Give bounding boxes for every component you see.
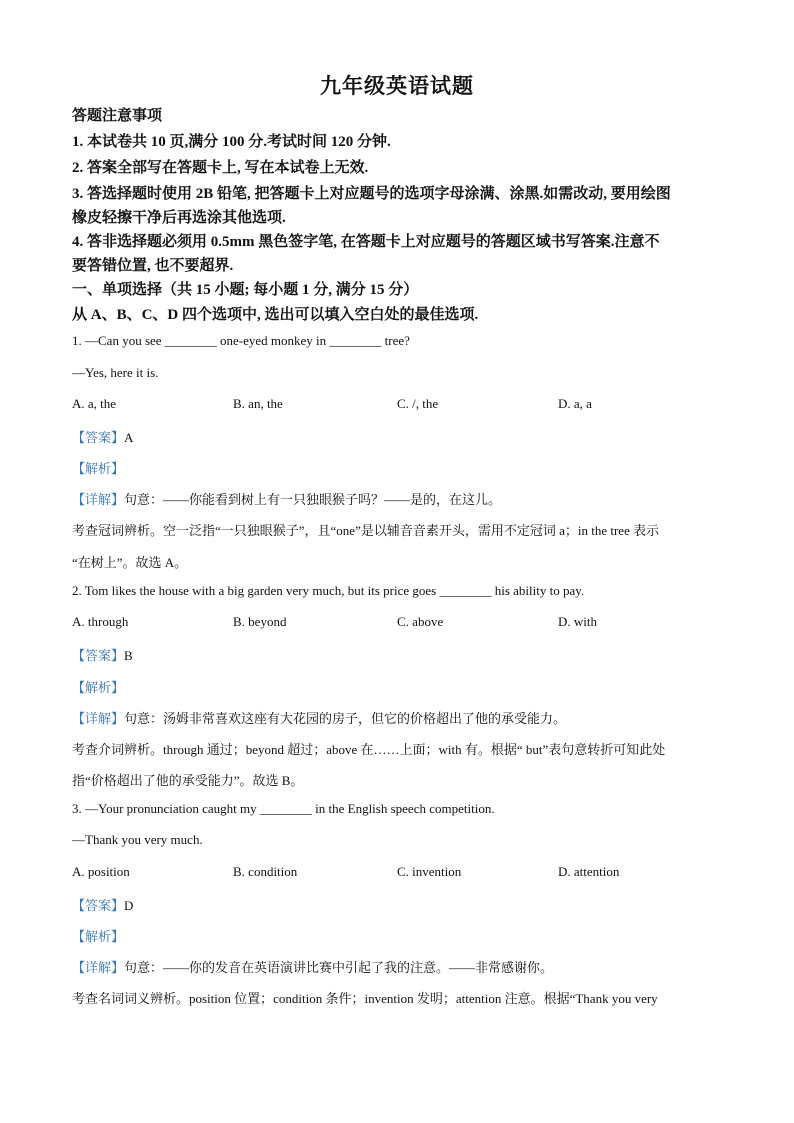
option-d: D. a, a: [558, 396, 592, 411]
section-instruction: 从 A、B、C、D 四个选项中, 选出可以填入空白处的最佳选项.: [72, 307, 479, 323]
option-d: D. with: [558, 614, 597, 629]
option-c: C. above: [397, 614, 444, 629]
detail-text: 考查冠词辨析。空一泛指“一只独眼猴子”，且“one”是以辅音音素开头，需用不定冠词 a；in the tree 表示: [72, 523, 660, 538]
detail-text: 考查介词辨析。through 通过；beyond 超过；above 在……上面；with 有。根据“ but”表句意转折可知此处: [72, 742, 666, 757]
detail-text: 指“价格超出了他的承受能力”。故选 B。: [72, 773, 304, 788]
notice-item: 2. 答案全部写在答题卡上, 写在本试卷上无效.: [72, 160, 369, 176]
answer-tag: 【答案】: [72, 898, 125, 913]
option-d: D. attention: [558, 864, 620, 879]
detail-tag: 【详解】: [72, 960, 125, 975]
notice-item: 1. 本试卷共 10 页,满分 100 分.考试时间 120 分钟.: [72, 134, 391, 150]
detail-text: “在树上”。故选 A。: [72, 555, 188, 570]
option-c: C. invention: [397, 864, 462, 879]
detail-text: 句意：——你能看到树上有一只独眼猴子吗？——是的，在这儿。: [124, 492, 502, 507]
answer-line: [72, 895, 133, 914]
page-title: 九年级英语试题: [320, 74, 474, 98]
notice-heading: 答题注意事项: [72, 108, 163, 124]
question-stem: 1. —Can you see ________ one-eyed monkey in ________ tree?: [72, 333, 410, 348]
notice-item: 4. 答非选择题必须用 0.5mm 黑色签字笔, 在答题卡上对应题号的答题区域书写答案.注意不: [72, 234, 660, 250]
analysis-tag: 【解析】: [72, 461, 125, 476]
option-b: B. condition: [233, 864, 298, 879]
option-a: A. through: [72, 614, 129, 629]
answer-value: A: [124, 430, 134, 445]
detail-tag: 【详解】: [72, 492, 125, 507]
section-title: 一、单项选择（共 15 小题; 每小题 1 分, 满分 15 分）: [72, 282, 419, 298]
answer-value: D: [124, 898, 134, 913]
option-c: C. /, the: [397, 396, 439, 411]
detail-text: 考查名词词义辨析。position 位置；condition 条件；invention 发明；attention 注意。根据“Thank you very: [72, 991, 658, 1006]
answer-line: [72, 427, 133, 446]
option-b: B. beyond: [233, 614, 287, 629]
question-stem: —Yes, here it is.: [72, 365, 159, 380]
notice-item: 3. 答选择题时使用 2B 铅笔, 把答题卡上对应题号的选项字母涂满、涂黑.如需改动, 要用绘图: [72, 186, 671, 202]
question-stem: 3. —Your pronunciation caught my ________ in the English speech competition.: [72, 801, 495, 816]
notice-item: 橡皮轻擦干净后再选涂其他选项.: [72, 210, 286, 226]
answer-tag: 【答案】: [72, 648, 125, 663]
question-stem: —Thank you very much.: [72, 832, 203, 847]
question-stem: 2. Tom likes the house with a big garden very much, but its price goes ________ his ability to pay.: [72, 583, 585, 598]
detail-tag: 【详解】: [72, 711, 125, 726]
analysis-tag: 【解析】: [72, 680, 125, 695]
notice-item: 要答错位置, 也不要超界.: [72, 258, 234, 274]
detail-text: 句意：汤姆非常喜欢这座有大花园的房子，但它的价格超出了他的承受能力。: [124, 711, 567, 726]
detail-line: [72, 489, 501, 508]
answer-value: B: [124, 648, 133, 663]
option-a: A. a, the: [72, 396, 117, 411]
analysis-tag: 【解析】: [72, 929, 125, 944]
option-b: B. an, the: [233, 396, 283, 411]
detail-text: 句意：——你的发音在英语演讲比赛中引起了我的注意。——非常感谢你。: [124, 960, 554, 975]
answer-line: [72, 645, 133, 664]
option-a: A. position: [72, 864, 130, 879]
detail-line: [72, 957, 553, 976]
answer-tag: 【答案】: [72, 430, 125, 445]
detail-line: [72, 708, 566, 727]
